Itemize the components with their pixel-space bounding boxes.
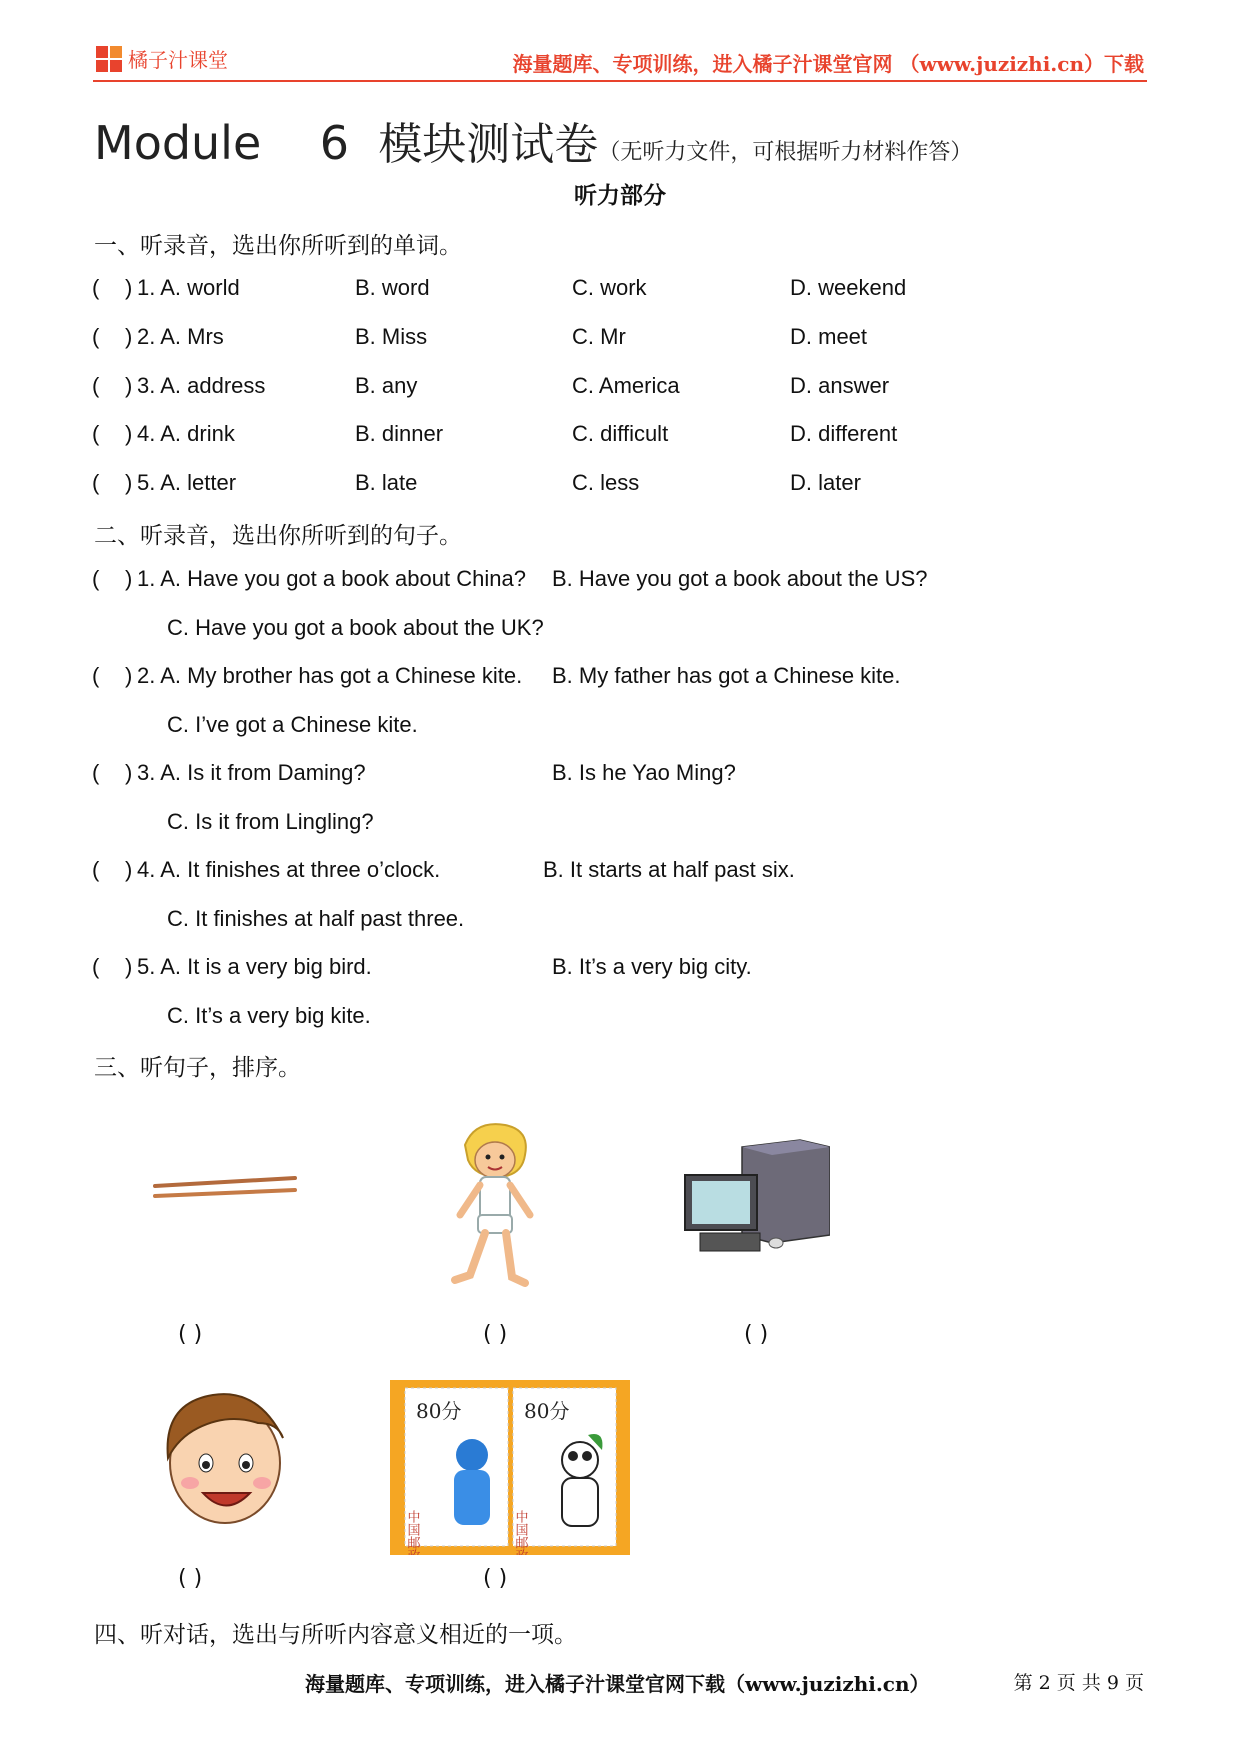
answer-blank-1[interactable]: ( ) — [178, 1322, 203, 1347]
title-zh: 模块测试卷 — [378, 119, 599, 170]
section4-heading: 四、听对话，选出与所听内容意义相近的一项。 — [94, 1622, 577, 1648]
header-tagline[interactable]: 海量题库、专项训练，进入橘子汁课堂官网 （www.juzizhi.cn）下载 — [512, 52, 1144, 76]
s2-q1-b: B. Have you got a book about the US? — [552, 566, 928, 591]
computer-picture — [680, 1135, 830, 1265]
s2-q4-close[interactable]: ) — [125, 857, 133, 882]
logo-grid-icon — [96, 46, 122, 72]
section2-heading: 二、听录音，选出你所听到的句子。 — [94, 523, 462, 549]
s2-q2-a: 2. A. My brother has got a Chinese kite. — [137, 663, 523, 688]
s1-q3-paren[interactable]: ( — [92, 373, 100, 398]
s2-q5-a: 5. A. It is a very big bird. — [137, 954, 372, 979]
s1-q1-close[interactable]: ) — [125, 275, 133, 300]
s2-q5-c: C. It’s a very big kite. — [167, 1003, 371, 1028]
s1-q2-d: D. meet — [790, 324, 868, 349]
section3-heading: 三、听句子，排序。 — [94, 1055, 301, 1081]
s1-q4-num: 4. A. drink — [137, 421, 235, 446]
s1-q3-close[interactable]: ) — [125, 373, 133, 398]
s1-q2-c: C. Mr — [572, 324, 626, 349]
s2-q2-paren[interactable]: ( — [92, 663, 100, 688]
s1-q3-d: D. answer — [790, 373, 890, 398]
section1-heading: 一、听录音，选出你所听到的单词。 — [94, 233, 462, 259]
boy-face-picture — [158, 1383, 293, 1528]
s2-q5-b: B. It’s a very big city. — [552, 954, 752, 979]
stamp2-value: 80分 — [524, 1399, 570, 1423]
s1-q3-c: C. America — [572, 373, 680, 398]
stamp1-value: 80分 — [416, 1399, 462, 1423]
footer-text[interactable]: 海量题库、专项训练，进入橘子汁课堂官网下载（www.juzizhi.cn） — [305, 1672, 930, 1696]
s1-q5-b: B. late — [355, 470, 418, 495]
s1-q3-b: B. any — [355, 373, 418, 398]
s1-q2-close[interactable]: ) — [125, 324, 133, 349]
s2-q1-close[interactable]: ) — [125, 566, 133, 591]
s1-q5-paren[interactable]: ( — [92, 470, 100, 495]
s1-q1-b: B. word — [355, 275, 430, 300]
s2-q2-c: C. I’ve got a Chinese kite. — [167, 712, 418, 737]
title-number: 6 — [319, 116, 350, 170]
brand-logo[interactable] — [96, 44, 228, 73]
s1-q3-num: 3. A. address — [137, 373, 266, 398]
answer-blank-4[interactable]: ( ) — [178, 1566, 203, 1591]
s1-q4-close[interactable]: ) — [125, 421, 133, 446]
s2-q1-a: 1. A. Have you got a book about China? — [137, 566, 526, 591]
s2-q3-a: 3. A. Is it from Daming? — [137, 760, 366, 785]
s2-q4-b: B. It starts at half past six. — [543, 857, 795, 882]
answer-blank-3[interactable]: ( ) — [744, 1322, 769, 1347]
stamp1-post: 中国邮政 — [404, 1510, 420, 1555]
brand-name: 橘子汁课堂 — [128, 48, 228, 72]
title-note: （无听力文件，可根据听力材料作答） — [598, 140, 973, 165]
s1-q2-paren[interactable]: ( — [92, 324, 100, 349]
chopsticks-picture — [150, 1170, 300, 1210]
s2-q5-close[interactable]: ) — [125, 954, 133, 979]
page-number: 第 2 页 共 9 页 — [1013, 1672, 1144, 1694]
s1-q4-paren[interactable]: ( — [92, 421, 100, 446]
stamp2-post: 中国邮政 — [512, 1510, 528, 1555]
s2-q3-paren[interactable]: ( — [92, 760, 100, 785]
s2-q2-close[interactable]: ) — [125, 663, 133, 688]
s1-q4-d: D. different — [790, 421, 898, 446]
stamps-picture — [390, 1380, 630, 1555]
page-title — [94, 108, 972, 172]
s1-q5-c: C. less — [572, 470, 640, 495]
s2-q4-paren[interactable]: ( — [92, 857, 100, 882]
s2-q3-close[interactable]: ) — [125, 760, 133, 785]
title-module: Module — [94, 116, 262, 170]
s1-q1-num: 1. A. world — [137, 275, 240, 300]
s2-q5-paren[interactable]: ( — [92, 954, 100, 979]
header-divider — [93, 80, 1147, 82]
s2-q1-paren[interactable]: ( — [92, 566, 100, 591]
s1-q1-paren[interactable]: ( — [92, 275, 100, 300]
s2-q4-a: 4. A. It finishes at three o’clock. — [137, 857, 441, 882]
s2-q2-b: B. My father has got a Chinese kite. — [552, 663, 901, 688]
s2-q4-c: C. It finishes at half past three. — [167, 906, 465, 931]
s1-q4-c: C. difficult — [572, 421, 669, 446]
s2-q3-c: C. Is it from Lingling? — [167, 809, 374, 834]
s1-q2-b: B. Miss — [355, 324, 428, 349]
answer-blank-2[interactable]: ( ) — [483, 1322, 508, 1347]
s1-q1-d: D. weekend — [790, 275, 907, 300]
s1-q1-c: C. work — [572, 275, 647, 300]
s1-q5-d: D. later — [790, 470, 861, 495]
s1-q5-num: 5. A. letter — [137, 470, 237, 495]
part-title: 听力部分 — [574, 182, 666, 209]
answer-blank-5[interactable]: ( ) — [483, 1566, 508, 1591]
s1-q5-close[interactable]: ) — [125, 470, 133, 495]
s2-q3-b: B. Is he Yao Ming? — [552, 760, 736, 785]
s1-q4-b: B. dinner — [355, 421, 444, 446]
s2-q1-c: C. Have you got a book about the UK? — [167, 615, 544, 640]
s1-q2-num: 2. A. Mrs — [137, 324, 224, 349]
boy-picture — [430, 1115, 550, 1295]
